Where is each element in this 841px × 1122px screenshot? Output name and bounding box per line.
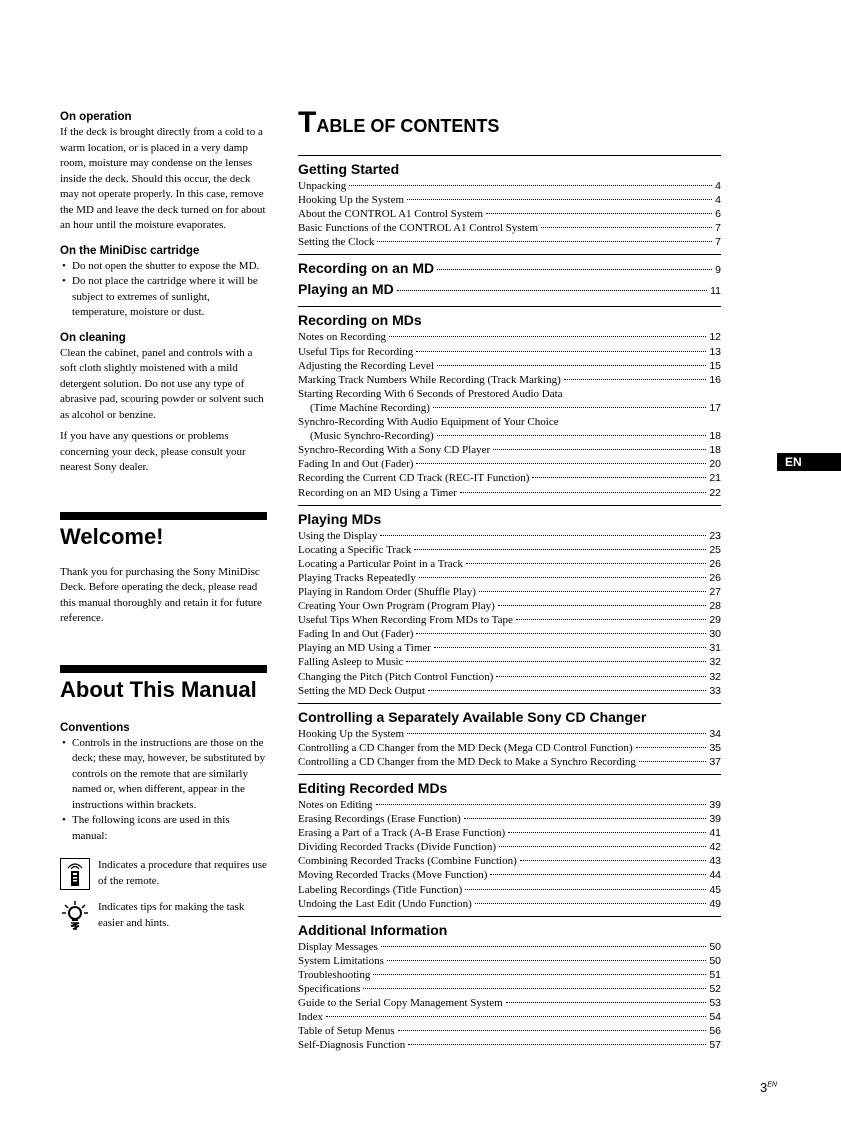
table-of-contents [298,106,721,1058]
conventions-bullet: • Controls in the instructions are those on the deck; these may, however, be substituted by controls on the remote that are similarly named or, when different, appear in the instructions within brackets. [60,736,267,814]
toc-entry-title: Notes on Recording [298,331,386,344]
toc-section-heading: Playing MDs [298,510,382,527]
toc-entry-page: 9 [715,264,721,277]
toc-entry-page: 32 [709,656,721,669]
toc-leader-dots [493,449,706,450]
toc-entry[interactable] [298,387,721,401]
toc-leader-dots [541,227,712,228]
toc-entry[interactable] [298,193,721,207]
toc-entry-title: Locating a Specific Track [298,543,412,556]
toc-leader-dots [564,379,707,380]
toc-entry[interactable] [298,443,721,457]
toc-entry-title: Synchro-Recording With a Sony CD Player [298,444,491,457]
toc-entry-title: Hooking Up the System [298,727,405,740]
toc-entry-page: 32 [709,670,721,683]
toc-entry-page: 23 [709,529,721,542]
toc-entry-page: 30 [709,628,721,641]
page-number [760,1080,777,1095]
toc-entry-title: (Time Machine Recording) [310,401,430,414]
toc-entry-page: 6 [715,208,721,221]
toc-entry-page: 39 [709,813,721,826]
toc-section-heading: Recording on MDs [298,312,422,329]
toc-leader-dots [376,804,707,805]
toc-leader-dots [407,733,706,734]
toc-entry-title: Setting the MD Deck Output [298,684,426,697]
toc-entry-title: Notes on Editing [298,799,373,811]
toc-entry-page: 18 [709,444,721,457]
toc-entry-page: 7 [715,222,721,235]
toc-entry[interactable] [298,826,721,840]
toc-entry[interactable] [298,727,721,741]
toc-entry-title: Erasing Recordings (Erase Function) [298,813,461,826]
toc-entry-page: 26 [709,557,721,570]
cartridge-list [60,259,267,321]
toc-entry[interactable] [298,883,721,897]
toc-section-playing [298,505,721,698]
toc-entry-page: 25 [709,543,721,556]
toc-leader-dots [466,563,706,564]
toc-entry-title: Fading In and Out (Fader) [298,458,414,471]
toc-leader-dots [407,199,712,200]
toc-title [298,106,721,143]
toc-list [298,727,721,769]
toc-leader-dots [498,605,707,606]
toc-entry-title: Table of Setup Menus [298,1025,395,1038]
operation-section [60,110,267,234]
toc-entry-page: 50 [709,940,721,953]
toc-entry[interactable] [298,968,721,982]
conventions-bullet: • The following icons are used in this manual: [60,813,267,844]
toc-entry-page: 51 [709,968,721,981]
conventions-heading: Conventions [60,721,130,734]
toc-entry-page: 39 [709,799,721,811]
cleaning-section [60,331,267,476]
toc-entry[interactable] [298,897,721,911]
toc-entry[interactable] [298,1010,721,1024]
toc-entry-title: Self-Diagnosis Function [298,1039,406,1052]
toc-entry[interactable] [298,557,721,571]
toc-entry-page: 44 [709,869,721,882]
toc-entry-page: 21 [709,472,721,485]
toc-entry-page: 49 [709,897,721,910]
toc-entry-title: Hooking Up the System [298,194,405,207]
cleaning-text: Clean the cabinet, panel and controls with a soft cloth slightly moistened with a mild detergent solution. Do not use any type of abrasive pad, scouring powder or solvent such as alcohol or benzine. [60,346,264,421]
toc-entry-page: 42 [709,841,721,854]
toc-entry[interactable] [298,854,721,868]
toc-entry[interactable] [298,954,721,968]
toc-entry-title: Useful Tips When Recording From MDs to Tape [298,614,513,627]
toc-leader-dots [416,463,706,464]
toc-leader-dots [398,1030,707,1031]
toc-entry-page: 31 [709,642,721,655]
toc-list [298,940,721,1053]
toc-leader-dots [532,477,706,478]
toc-entry-page: 28 [709,600,721,613]
toc-entry-page: 26 [709,571,721,584]
toc-entry-title: Controlling a CD Changer from the MD Deck to Make a Synchro Recording [298,755,636,768]
toc-leader-dots [636,747,707,748]
toc-entry-title: Playing an MD Using a Timer [298,642,431,655]
toc-entry[interactable] [298,571,721,585]
cartridge-section [60,244,267,321]
cartridge-bullet: • Do not open the shutter to expose the MD. [60,259,267,275]
toc-leader-dots [520,860,707,861]
toc-entry-page: 50 [709,954,721,967]
toc-entry[interactable] [298,868,721,882]
toc-list [298,529,721,698]
toc-leader-dots [414,549,706,550]
toc-entry-page: 43 [709,855,721,868]
toc-entry-page: 45 [709,883,721,896]
toc-leader-dots [408,1044,706,1045]
toc-entry[interactable] [298,373,721,387]
toc-entry-title: Locating a Particular Point in a Track [298,557,463,570]
toc-entry-page: 27 [709,585,721,598]
toc-entry-page: 15 [709,359,721,372]
toc-entry-recording-on-an-md[interactable] [298,259,721,280]
toc-leader-dots [475,903,706,904]
toc-entry-title: Index [298,1011,324,1024]
toc-leader-dots [465,889,706,890]
toc-entry[interactable] [298,599,721,613]
toc-entry-page: 34 [709,727,721,740]
toc-entry[interactable] [298,655,721,669]
lightbulb-tips-icon [60,900,90,930]
language-tab: EN [777,453,841,471]
toc-leader-dots [373,974,706,975]
toc-leader-dots [406,661,706,662]
toc-entry[interactable] [298,471,721,485]
toc-entry-title: Playing Tracks Repeatedly [298,571,416,584]
toc-section-changer [298,703,721,769]
toc-entry[interactable] [298,641,721,655]
toc-section-heading: Editing Recorded MDs [298,780,448,796]
cartridge-heading: On the MiniDisc cartridge [60,244,200,257]
toc-leader-dots [486,213,712,214]
toc-entry-page: 29 [709,614,721,627]
toc-leader-dots [516,619,706,620]
toc-entry-page: 35 [709,741,721,754]
toc-entry-title: Troubleshooting [298,968,371,981]
toc-entry[interactable] [298,840,721,854]
toc-entry-title: Using the Display [298,529,378,542]
toc-entry-page: 17 [709,401,721,414]
toc-entry-page: 11 [710,285,721,298]
toc-list [298,330,721,499]
toc-section-quick [298,254,721,301]
toc-leader-dots [433,407,706,408]
toc-section-heading: Additional Information [298,921,448,938]
toc-entry[interactable] [298,415,721,429]
remote-icon-row [60,858,267,890]
toc-entry-title: Erasing a Part of a Track (A-B Erase Function) [298,827,506,840]
toc-entry-page: 52 [709,983,721,996]
left-column [60,110,267,931]
toc-entry-title: Useful Tips for Recording [298,345,414,358]
toc-entry-title: Setting the Clock [298,236,375,249]
operation-text: If the deck is brought directly from a cold to a warm location, or is placed in a very damp room, moisture may condense on the lenses inside the deck. Should this occur, the deck may not operate properly. In this case, remove the MD and leave the deck turned on for about an hour until the moisture evaporates. [60,126,266,231]
cleaning-heading: On cleaning [60,331,126,344]
toc-entry-title: Playing an MD [298,281,394,298]
toc-entry-page: 7 [715,236,721,249]
toc-leader-dots [377,241,712,242]
toc-entry-title: Playing in Random Order (Shuffle Play) [298,585,476,598]
toc-list [298,798,721,911]
toc-entry[interactable] [298,429,721,443]
toc-leader-dots [434,647,706,648]
toc-entry-title: Unpacking [298,180,347,192]
page-number-suffix: EN [767,1081,777,1089]
toc-entry[interactable] [298,585,721,599]
toc-section-additional [298,916,721,1053]
toc-entry-title: Basic Functions of the CONTROL A1 Control System [298,222,539,235]
tips-icon-text: Indicates tips for making the task easier and hints. [98,901,245,929]
toc-entry[interactable] [298,1024,721,1038]
toc-entry-title: About the CONTROL A1 Control System [298,208,484,221]
toc-entry-page: 16 [709,373,721,386]
toc-entry-title: Display Messages [298,940,378,953]
toc-leader-dots [389,336,706,337]
toc-entry[interactable] [298,684,721,698]
about-heading: About This Manual [60,676,257,702]
toc-leader-dots [387,960,706,961]
toc-entry-title: Specifications [298,983,361,996]
toc-entry[interactable] [298,982,721,996]
page-number-value: 3 [760,1080,768,1095]
toc-leader-dots [416,351,706,352]
toc-section-heading: Controlling a Separately Available Sony CD Changer [298,708,647,725]
welcome-rule [60,512,267,520]
toc-entry-page: 41 [709,827,721,840]
toc-entry-page: 18 [709,430,721,443]
toc-entry-title: Changing the Pitch (Pitch Control Function) [298,670,494,683]
toc-entry[interactable] [298,207,721,221]
welcome-section [60,512,267,627]
toc-entry-title: Recording on an MD Using a Timer [298,486,457,499]
toc-entry[interactable] [298,359,721,373]
remote-icon-text: Indicates a procedure that requires use of the remote. [98,859,267,887]
toc-entry-title: Labeling Recordings (Title Function) [298,883,463,896]
toc-entry[interactable] [298,755,721,769]
toc-entry-page: 56 [709,1025,721,1038]
toc-entry-title: (Music Synchro-Recording) [310,430,434,443]
toc-entry-title: Synchro-Recording With Audio Equipment of Your Choice [298,416,559,429]
toc-entry-title: System Limitations [298,954,384,967]
toc-leader-dots [490,874,706,875]
toc-entry-title: Adjusting the Recording Level [298,359,434,372]
toc-entry[interactable] [298,613,721,627]
toc-leader-dots [349,185,712,186]
toc-entry-page: 54 [709,1011,721,1024]
toc-title-rest: ABLE OF CONTENTS [316,116,500,136]
toc-leader-dots [381,946,707,947]
toc-entry-title: Moving Recorded Tracks (Move Function) [298,869,488,882]
toc-entry-page: 4 [715,180,721,192]
toc-entry[interactable] [298,345,721,359]
toc-entry[interactable] [298,179,721,193]
toc-leader-dots [508,832,706,833]
toc-section-recording [298,306,721,499]
toc-entry-title: Falling Asleep to Music [298,656,404,669]
toc-leader-dots [380,535,706,536]
toc-entry-page: 20 [709,458,721,471]
toc-entry-title: Marking Track Numbers While Recording (Track Marking) [298,373,561,386]
toc-leader-dots [437,435,707,436]
welcome-text: Thank you for purchasing the Sony MiniDisc Deck. Before operating the deck, please read this manual thoroughly and retain it for future reference. [60,565,262,624]
toc-entry[interactable] [298,996,721,1010]
toc-entry-title: Creating Your Own Program (Program Play) [298,600,495,613]
toc-entry[interactable] [298,741,721,755]
toc-entry-page: 33 [709,684,721,697]
toc-entry-title: Recording on an MD [298,260,435,277]
toc-leader-dots [479,591,706,592]
toc-entry[interactable] [298,330,721,344]
toc-entry[interactable] [298,457,721,471]
welcome-heading: Welcome! [60,523,164,549]
toc-entry-page: 53 [709,997,721,1010]
toc-list [298,179,721,249]
toc-entry[interactable] [298,940,721,954]
toc-entry-title: Starting Recording With 6 Seconds of Prestored Audio Data [298,387,563,400]
toc-leader-dots [363,988,706,989]
toc-entry-title: Controlling a CD Changer from the MD Deck (Mega CD Control Function) [298,741,633,754]
toc-entry-page: 22 [709,486,721,499]
toc-leader-dots [416,633,706,634]
toc-entry[interactable] [298,543,721,557]
toc-leader-dots [428,690,706,691]
toc-leader-dots [499,846,706,847]
toc-entry[interactable] [298,529,721,543]
toc-entry[interactable] [298,235,721,249]
toc-entry[interactable] [298,1038,721,1052]
toc-leader-dots [639,761,706,762]
toc-section-heading: Getting Started [298,161,400,177]
toc-section-editing [298,774,721,911]
toc-entry-title: Dividing Recorded Tracks (Divide Function) [298,841,496,854]
toc-entry[interactable] [298,798,721,812]
toc-entry-title: Fading In and Out (Fader) [298,628,414,641]
toc-leader-dots [326,1016,706,1017]
toc-leader-dots [419,577,706,578]
toc-title-cap: T [298,106,317,139]
toc-entry[interactable] [298,670,721,684]
toc-entry-playing-an-md[interactable] [298,280,721,301]
operation-heading: On operation [60,111,132,123]
toc-entry-page: 4 [715,194,721,207]
toc-leader-dots [496,676,706,677]
remote-control-icon [60,858,90,890]
toc-leader-dots [437,365,706,366]
toc-entry-page: 37 [709,755,721,768]
toc-entry-title: Recording the Current CD Track (REC-IT Function) [298,472,530,485]
conventions-list [60,736,267,845]
about-rule [60,665,267,673]
toc-entry-page: 57 [709,1039,721,1052]
tips-icon-row [60,900,267,931]
toc-entry[interactable] [298,401,721,415]
toc-leader-dots [460,492,706,493]
toc-section-getting-started [298,155,721,249]
toc-entry[interactable] [298,812,721,826]
toc-entry[interactable] [298,221,721,235]
toc-leader-dots [464,818,706,819]
toc-entry-title: Undoing the Last Edit (Undo Function) [298,897,472,910]
toc-entry[interactable] [298,486,721,500]
about-section [60,665,267,932]
dealer-text: If you have any questions or problems concerning your deck, please consult your nearest Sony dealer. [60,430,246,473]
toc-entry-page: 13 [709,345,721,358]
cartridge-bullet: • Do not place the cartridge where it will be subject to extremes of sunlight, temperature, moisture or dust. [60,274,267,321]
toc-entry[interactable] [298,627,721,641]
toc-entry-title: Combining Recorded Tracks (Combine Function) [298,855,517,868]
toc-entry-title: Guide to the Serial Copy Management System [298,997,503,1010]
toc-leader-dots [506,1002,707,1003]
toc-entry-page: 12 [709,331,721,344]
